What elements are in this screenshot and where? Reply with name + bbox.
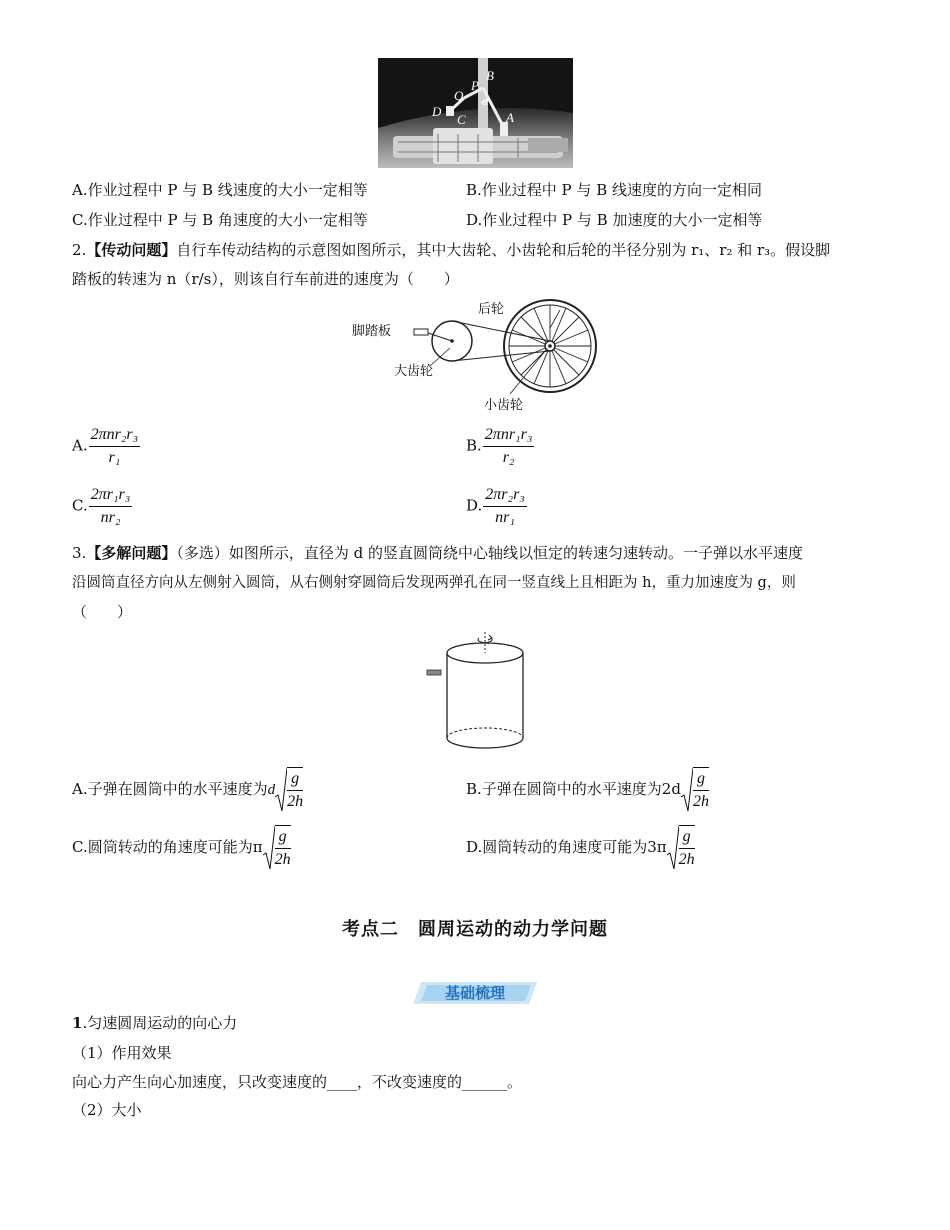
section-title: 考点二 圆周运动的动力学问题 (342, 919, 608, 940)
q3-stem-line3: （ ） (72, 603, 133, 621)
coefficient: d (267, 782, 276, 798)
label-small-gear: 小齿轮 (484, 398, 524, 413)
denominator: 2h (287, 793, 304, 810)
fraction (287, 767, 303, 813)
q2-stem-line2: 踏板的转速为 n（r/s），则该自行车前进的速度为（ ） (72, 270, 459, 288)
option-label: D. (466, 496, 483, 515)
fraction (679, 825, 695, 871)
label-D: D (432, 104, 442, 119)
option-label: D.圆筒转动的角速度可能为 (466, 838, 648, 856)
denominator: r₁ (108, 449, 121, 466)
q3-tag: 【多解问题】 (86, 544, 177, 562)
option-label: B. (466, 436, 482, 455)
label-P: P (471, 78, 479, 93)
q3-stem-line2: 沿圆筒直径方向从左侧射入圆筒，从右侧射穿圆筒后发现两弹孔在同一竖直线上且相距为 h，重力加速度为 g，则 (72, 575, 796, 591)
q3-stem-line1 (72, 543, 803, 563)
label-A: A (506, 110, 514, 125)
q3-option-d (466, 825, 695, 871)
sub1: （1）作用效果 (72, 1044, 172, 1062)
option-label: C.圆筒转动的角速度可能为 (72, 838, 253, 856)
fraction (483, 424, 535, 469)
q2-tag: 【传动问题】 (86, 241, 177, 259)
label-rear-wheel: 后轮 (478, 302, 505, 317)
numerator: g (679, 826, 695, 849)
item1-text: .匀速圆周运动的向心力 (82, 1014, 238, 1032)
item1-number: 1 (72, 1014, 83, 1032)
q2-option-a (72, 424, 140, 469)
numerator: 2πr₂r₃ (483, 484, 527, 507)
denominator: 2h (678, 851, 695, 868)
numerator: g (287, 768, 303, 791)
coefficient: 2d (661, 780, 681, 798)
q2-option-b (466, 424, 534, 469)
q1-option-d: D.作业过程中 P 与 B 加速度的大小一定相等 (466, 211, 763, 229)
option-label: A. (72, 436, 88, 455)
label-C: C (457, 112, 466, 127)
numerator: 2πnr₁r₃ (483, 424, 535, 447)
q2-number: 2. (72, 241, 87, 259)
option-label: B.子弹在圆筒中的水平速度为 (466, 780, 662, 798)
rotating-cylinder-figure (425, 628, 530, 750)
numerator: g (693, 768, 709, 791)
coefficient: 3π (647, 838, 667, 856)
denominator: nr₂ (100, 509, 121, 526)
q2-stem1: 自行车传动结构的示意图如图所示，其中大齿轮、小齿轮和后轮的半径分别为 r₁、r₂ 和 r₃。假设脚 (176, 241, 831, 259)
text1: 向心力产生向心加速度，只改变速度的____，不改变速度的______。 (72, 1073, 523, 1091)
denominator: r₂ (502, 449, 515, 466)
label-alpha: α (482, 94, 489, 108)
sub2: （2）大小 (72, 1101, 142, 1119)
fraction (89, 424, 141, 469)
label-big-gear: 大齿轮 (394, 364, 434, 379)
option-label: C. (72, 496, 88, 515)
sqrt (275, 767, 303, 813)
label-pedal: 脚踏板 (352, 324, 392, 339)
coefficient: π (252, 838, 263, 856)
fraction (89, 484, 133, 529)
q3-option-c (72, 825, 291, 871)
badge-label: 基础梳理 (444, 984, 505, 1002)
sqrt (681, 767, 709, 813)
q2-stem-line1 (72, 240, 830, 260)
sqrt (667, 825, 695, 871)
denominator: 2h (274, 851, 291, 868)
q2-option-c (72, 484, 132, 529)
label-Q: Q (454, 88, 464, 103)
option-label: A.子弹在圆筒中的水平速度为 (72, 780, 268, 798)
q2-option-d (466, 484, 527, 529)
q3-stem1: （多选）如图所示，直径为 d 的竖直圆筒绕中心轴线以恒定的转速匀速转动。一子弹以水平速度 (176, 544, 803, 562)
fraction (275, 825, 291, 871)
sqrt (263, 825, 291, 871)
q3-option-a (72, 767, 303, 813)
numerator: 2πnr₂r₃ (89, 424, 141, 447)
label-B: B (486, 68, 494, 83)
numerator: g (275, 826, 291, 849)
q1-option-a: A.作业过程中 P 与 B 线速度的大小一定相等 (72, 181, 368, 199)
q3-number: 3. (72, 544, 87, 562)
q3-option-b (466, 767, 709, 813)
denominator: nr₁ (495, 509, 515, 526)
q1-option-b: B.作业过程中 P 与 B 线速度的方向一定相同 (466, 181, 762, 199)
bicycle-drive-figure (350, 296, 605, 416)
numerator: 2πr₁r₃ (89, 484, 133, 507)
fraction (693, 767, 709, 813)
space-station-photo (378, 58, 573, 168)
denominator: 2h (692, 793, 709, 810)
q1-option-c: C.作业过程中 P 与 B 角速度的大小一定相等 (72, 211, 368, 229)
item1-title (72, 1013, 237, 1033)
fraction (483, 484, 527, 529)
